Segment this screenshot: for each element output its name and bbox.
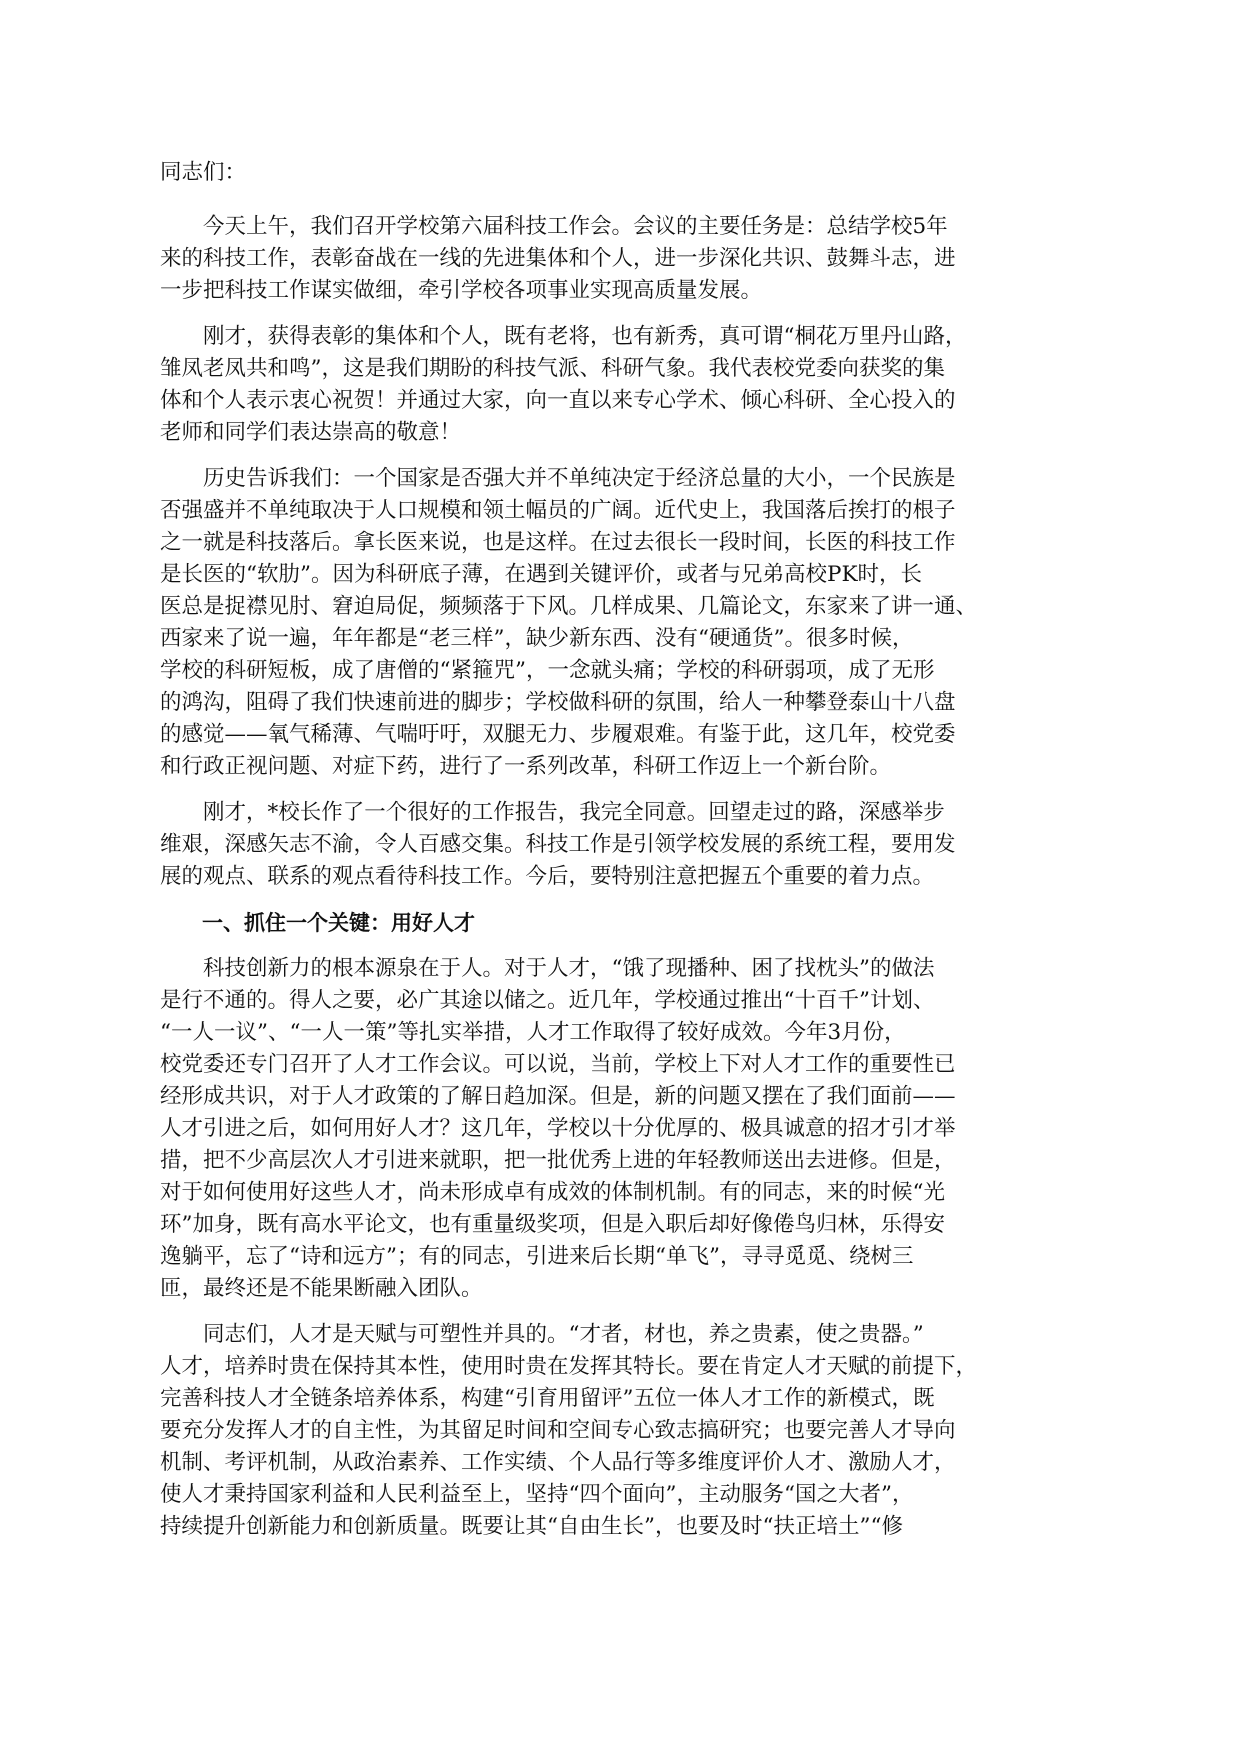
text-line: 环”加身，既有高水平论文，也有重量级奖项，但是入职后却好像倦鸟归林，乐得安 — [160, 1212, 945, 1237]
paragraph-5 — [160, 953, 1090, 1305]
text-line: 西家来了说一遍，年年都是“老三样”，缺少新东西、没有“硬通货”。很多时候， — [160, 626, 914, 651]
text-line: 人才，培养时贵在保持其本性，使用时贵在发挥其特长。要在肯定人才天赋的前提下， — [160, 1354, 978, 1379]
text-line: 一步把科技工作谋实做细，牵引学校各项事业实现高质量发展。 — [160, 278, 763, 303]
greeting — [160, 157, 1090, 189]
text-line: 持续提升创新能力和创新质量。既要让其“自由生长”，也要及时“扶正培土”“修 — [160, 1514, 903, 1539]
text-line: 维艰，深感矢志不渝，令人百感交集。科技工作是引领学校发展的系统工程，要用发 — [160, 832, 956, 857]
text-line: 要充分发挥人才的自主性，为其留足时间和空间专心致志搞研究；也要完善人才导向 — [160, 1418, 956, 1443]
text-line: 展的观点、联系的观点看待科技工作。今后，要特别注意把握五个重要的着力点。 — [160, 864, 935, 889]
text-line: 来的科技工作，表彰奋战在一线的先进集体和个人，进一步深化共识、鼓舞斗志，进 — [160, 246, 956, 271]
text-line: 的感觉——氧气稀薄、气喘吁吁，双腿无力、步履艰难。有鉴于此，这几年，校党委 — [160, 722, 956, 747]
text-line: 是长医的“软肋”。因为科研底子薄，在遇到关键评价，或者与兄弟高校PK时，长 — [160, 562, 923, 587]
text-line: 人才引进之后，如何用好人才？这几年，学校以十分优厚的、极具诚意的招才引才举 — [160, 1116, 956, 1141]
text-line: 科技创新力的根本源泉在于人。对于人才，“饿了现播种、困了找枕头”的做法 — [160, 956, 935, 981]
text-line: 今天上午，我们召开学校第六届科技工作会。会议的主要任务是：总结学校5年 — [160, 214, 948, 239]
document-body — [160, 157, 1090, 1557]
section-heading-text: 一、抓住一个关键：用好人才 — [160, 911, 475, 935]
text-line: 否强盛并不单纯取决于人口规模和领土幅员的广阔。近代史上，我国落后挨打的根子 — [160, 498, 956, 523]
paragraph-1 — [160, 211, 1090, 307]
text-line: 刚才，获得表彰的集体和个人，既有老将，也有新秀，真可谓“桐花万里丹山路， — [160, 324, 967, 349]
text-line: 匝，最终还是不能果断融入团队。 — [160, 1276, 483, 1301]
text-line: 刚才，*校长作了一个很好的工作报告，我完全同意。回望走过的路，深感举步 — [160, 800, 945, 825]
text-line: 雏凤老凤共和鸣”，这是我们期盼的科技气派、科研气象。我代表校党委向获奖的集 — [160, 356, 945, 381]
text-line: 措，把不少高层次人才引进来就职，把一批优秀上进的年轻教师送出去进修。但是， — [160, 1148, 956, 1173]
text-line: 老师和同学们表达崇高的敬意！ — [160, 420, 462, 445]
text-line: 学校的科研短板，成了唐僧的“紧箍咒”，一念就头痛；学校的科研弱项，成了无形 — [160, 658, 935, 683]
text-line: 逸躺平，忘了“诗和远方”；有的同志，引进来后长期“单飞”，寻寻觅觅、绕树三 — [160, 1244, 914, 1269]
text-line: 之一就是科技落后。拿长医来说，也是这样。在过去很长一段时间，长医的科技工作 — [160, 530, 956, 555]
text-line: 校党委还专门召开了人才工作会议。可以说，当前，学校上下对人才工作的重要性已 — [160, 1052, 956, 1077]
text-line: 医总是捉襟见肘、窘迫局促，频频落于下风。几样成果、几篇论文，东家来了讲一通、 — [160, 594, 978, 619]
text-line: 和行政正视问题、对症下药，进行了一系列改革，科研工作迈上一个新台阶。 — [160, 754, 892, 779]
greeting-line: 同志们： — [160, 160, 247, 185]
text-line: 是行不通的。得人之要，必广其途以储之。近几年，学校通过推出“十百千”计划、 — [160, 988, 935, 1013]
text-line: “一人一议”、“一人一策”等扎实举措，人才工作取得了较好成效。今年3月份， — [160, 1020, 906, 1045]
text-line: 机制、考评机制，从政治素养、工作实绩、个人品行等多维度评价人才、激励人才， — [160, 1450, 956, 1475]
text-line: 体和个人表示衷心祝贺！并通过大家，向一直以来专心学术、倾心科研、全心投入的 — [160, 388, 956, 413]
paragraph-2 — [160, 321, 1090, 449]
text-line: 完善科技人才全链条培养体系，构建“引育用留评”五位一体人才工作的新模式，既 — [160, 1386, 935, 1411]
text-line: 的鸿沟，阻碍了我们快速前进的脚步；学校做科研的氛围，给人一种攀登泰山十八盘 — [160, 690, 956, 715]
text-line: 使人才秉持国家利益和人民利益至上，坚持“四个面向”，主动服务“国之大者”， — [160, 1482, 914, 1507]
paragraph-4 — [160, 797, 1090, 893]
text-line: 对于如何使用好这些人才，尚未形成卓有成效的体制机制。有的同志，来的时候“光 — [160, 1180, 945, 1205]
paragraph-3 — [160, 463, 1090, 783]
text-line: 经形成共识，对于人才政策的了解日趋加深。但是，新的问题又摆在了我们面前—— — [160, 1084, 956, 1109]
text-line: 同志们，人才是天赋与可塑性并具的。“才者，材也，养之贵素，使之贵器。” — [160, 1322, 924, 1347]
section-heading — [160, 907, 1090, 939]
paragraph-6 — [160, 1319, 1090, 1543]
text-line: 历史告诉我们：一个国家是否强大并不单纯决定于经济总量的大小，一个民族是 — [160, 466, 956, 491]
